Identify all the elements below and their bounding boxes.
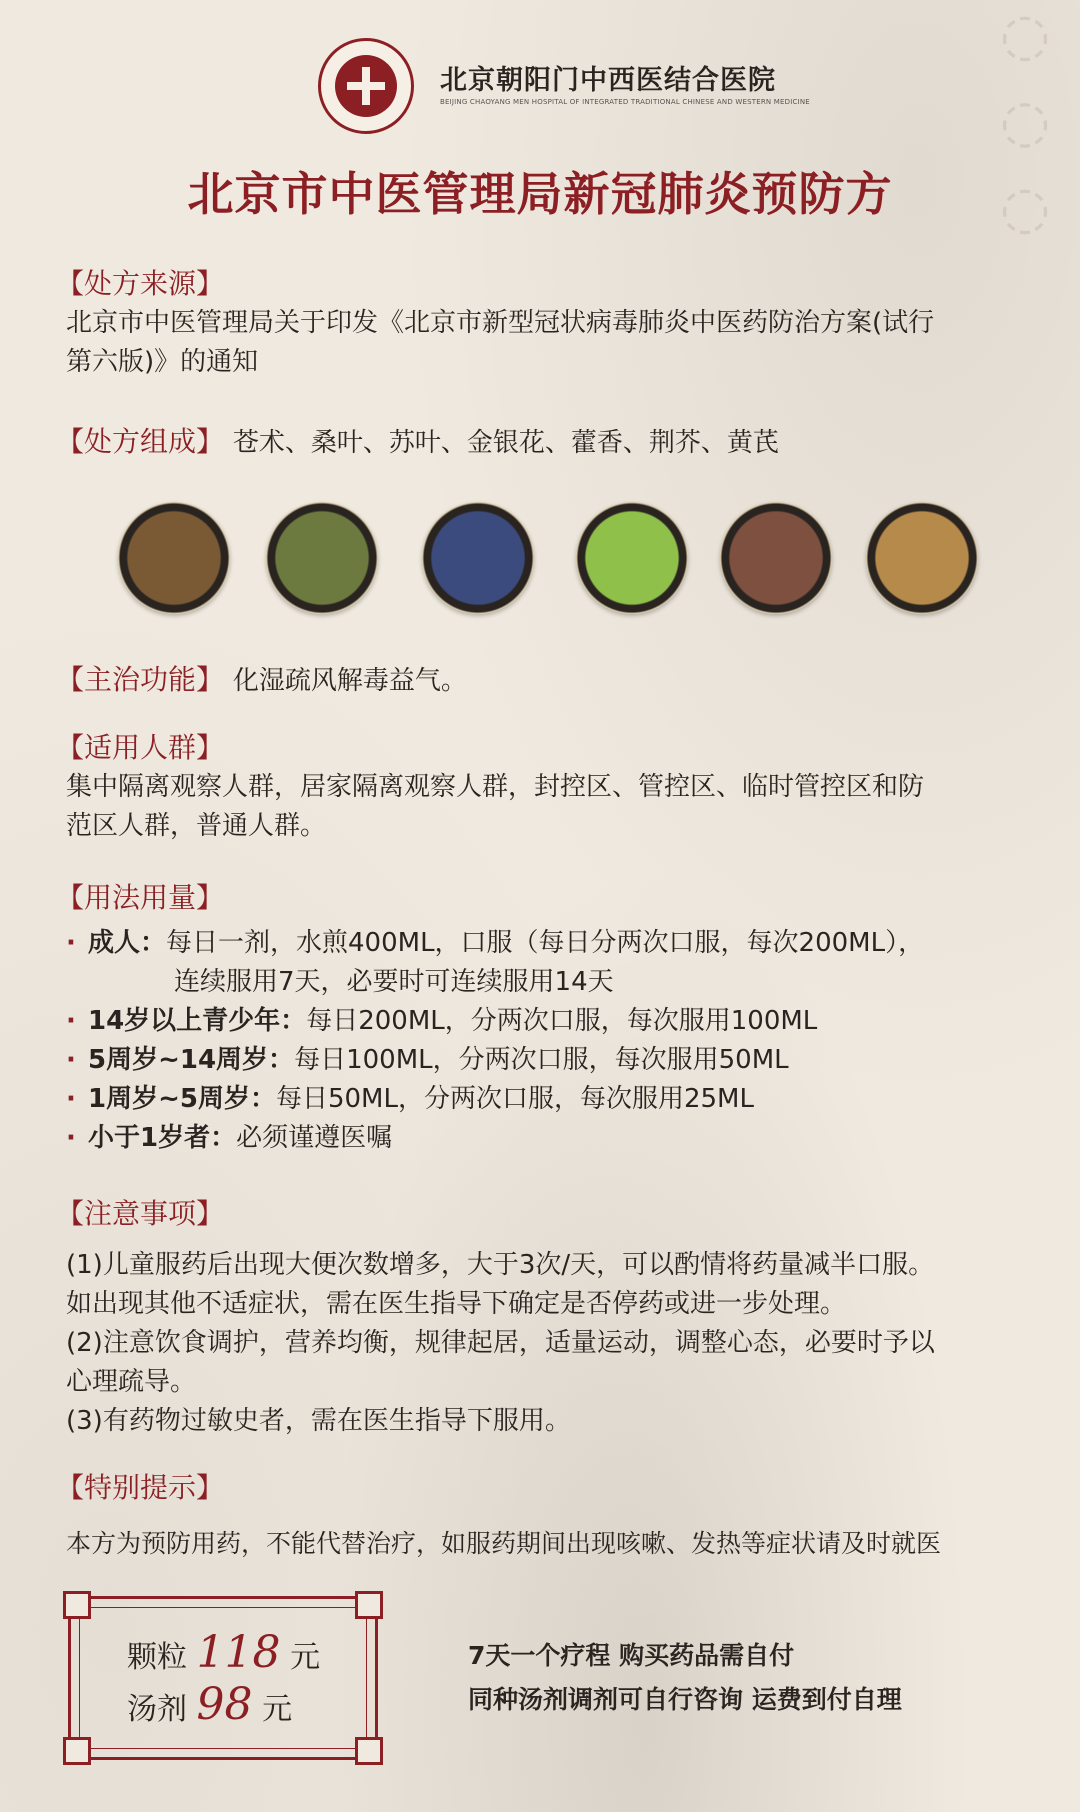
section-composition [56, 420, 779, 460]
herb-images-row [118, 502, 998, 622]
price-amount: 98 [196, 1679, 253, 1730]
note-line-1: 7天一个疗程 购买药品需自付 [468, 1641, 795, 1670]
source-line-1: 北京市中医管理局关于印发《北京市新型冠状病毒肺炎中医药防治方案(试行 [66, 308, 935, 338]
usage-text: 每日200ML，分两次口服，每次服用100ML [306, 1006, 818, 1036]
population-text [66, 768, 1026, 846]
frame-corner [355, 1591, 383, 1619]
caution-line: (1)儿童服药后出现大便次数增多，大于3次/天，可以酌情将药量减半口服。 [66, 1250, 935, 1280]
section-head-source: 【处方来源】 [56, 267, 225, 300]
price-unit: 元 [290, 1640, 321, 1675]
usage-text: 每日一剂，水煎400ML，口服（每日分两次口服，每次200ML）， [166, 928, 925, 958]
usage-text-cont: 连续服用7天，必要时可连续服用14天 [174, 967, 614, 997]
jingjie-herb-image [866, 502, 978, 614]
usage-label: 1周岁~5周岁： [88, 1084, 276, 1114]
section-head-usage: 【用法用量】 [56, 881, 225, 914]
usage-list [66, 924, 1026, 1158]
usage-item-toddler: · 1周岁~5周岁：每日50ML，分两次口服，每次服用25ML [66, 1084, 754, 1114]
section-head-special: 【特别提示】 [56, 1471, 225, 1504]
calligraphy-decoration: ◌ ◌ ◌ [991, 0, 1059, 241]
usage-item-infant: · 小于1岁者：必须谨遵医嘱 [66, 1123, 393, 1153]
cautions-text [66, 1246, 1026, 1441]
usage-item-adult: · 成人：每日一剂，水煎400ML，口服（每日分两次口服，每次200ML）， [66, 928, 925, 958]
usage-item-child: · 5周岁~14周岁：每日100ML，分两次口服，每次服用50ML [66, 1045, 789, 1075]
price-decoction [127, 1679, 292, 1730]
usage-label: 5周岁~14周岁： [88, 1045, 295, 1075]
function-text: 化湿疏风解毒益气。 [232, 666, 467, 696]
page-title: 北京市中医管理局新冠肺炎预防方 [187, 167, 893, 221]
usage-text: 必须谨遵医嘱 [236, 1123, 393, 1153]
section-head-cautions: 【注意事项】 [56, 1197, 225, 1230]
price-amount: 118 [196, 1627, 281, 1678]
hospital-english-name: BEIJING CHAOYANG MEN HOSPITAL OF INTEGRATED TRADITIONAL CHINESE AND WESTERN MEDICINE [440, 98, 810, 106]
price-unit: 元 [262, 1692, 293, 1727]
usage-text: 每日100ML，分两次口服，每次服用50ML [294, 1045, 789, 1075]
usage-item-adult-cont [66, 963, 1026, 1002]
price-frame [68, 1596, 378, 1760]
section-head-population: 【适用人群】 [56, 731, 225, 764]
sangye-herb-image [266, 502, 378, 614]
price-label: 汤剂 [127, 1692, 187, 1727]
frame-corner [63, 1591, 91, 1619]
section-function [56, 658, 467, 698]
frame-corner [63, 1737, 91, 1765]
hospital-logo-icon [318, 38, 414, 134]
population-line-1: 集中隔离观察人群，居家隔离观察人群，封控区、管控区、临时管控区和防 [66, 772, 925, 802]
section-head-function: 【主治功能】 [56, 663, 225, 696]
section-head-composition: 【处方组成】 [56, 425, 225, 458]
usage-label: 成人： [88, 928, 167, 958]
caution-line: (3)有药物过敏史者，需在医生指导下服用。 [66, 1406, 571, 1436]
caution-line: 如出现其他不适症状，需在医生指导下确定是否停药或进一步处理。 [66, 1289, 847, 1319]
usage-text: 每日50ML，分两次口服，每次服用25ML [275, 1084, 754, 1114]
caution-line: (2)注意饮食调护，营养均衡，规律起居，适量运动，调整心态，必要时予以 [66, 1328, 935, 1358]
price-label: 颗粒 [127, 1640, 187, 1675]
huoxiang-herb-image [720, 502, 832, 614]
source-line-2: 第六版)》的通知 [66, 347, 259, 377]
caution-line: 心理疏导。 [66, 1367, 197, 1397]
cangzhu-herb-image [118, 502, 230, 614]
hospital-name: 北京朝阳门中西医结合医院 [440, 65, 776, 96]
source-text [66, 304, 1026, 382]
frame-corner [355, 1737, 383, 1765]
usage-item-teen: · 14岁以上青少年：每日200ML，分两次口服，每次服用100ML [66, 1006, 818, 1036]
usage-label: 小于1岁者： [88, 1123, 237, 1153]
special-text: 本方为预防用药，不能代替治疗，如服药期间出现咳嗽、发热等症状请及时就医 [66, 1529, 942, 1558]
suye-herb-image [422, 502, 534, 614]
usage-label: 14岁以上青少年： [88, 1006, 307, 1036]
note-line-2: 同种汤剂调剂可自行咨询 运费到付自理 [468, 1685, 902, 1714]
population-line-2: 范区人群，普通人群。 [66, 811, 327, 841]
composition-text: 苍术、桑叶、苏叶、金银花、藿香、荆芥、黄芪 [232, 428, 779, 458]
price-granule [127, 1627, 320, 1678]
jinyinhua-herb-image [576, 502, 688, 614]
hospital-header [318, 38, 810, 138]
